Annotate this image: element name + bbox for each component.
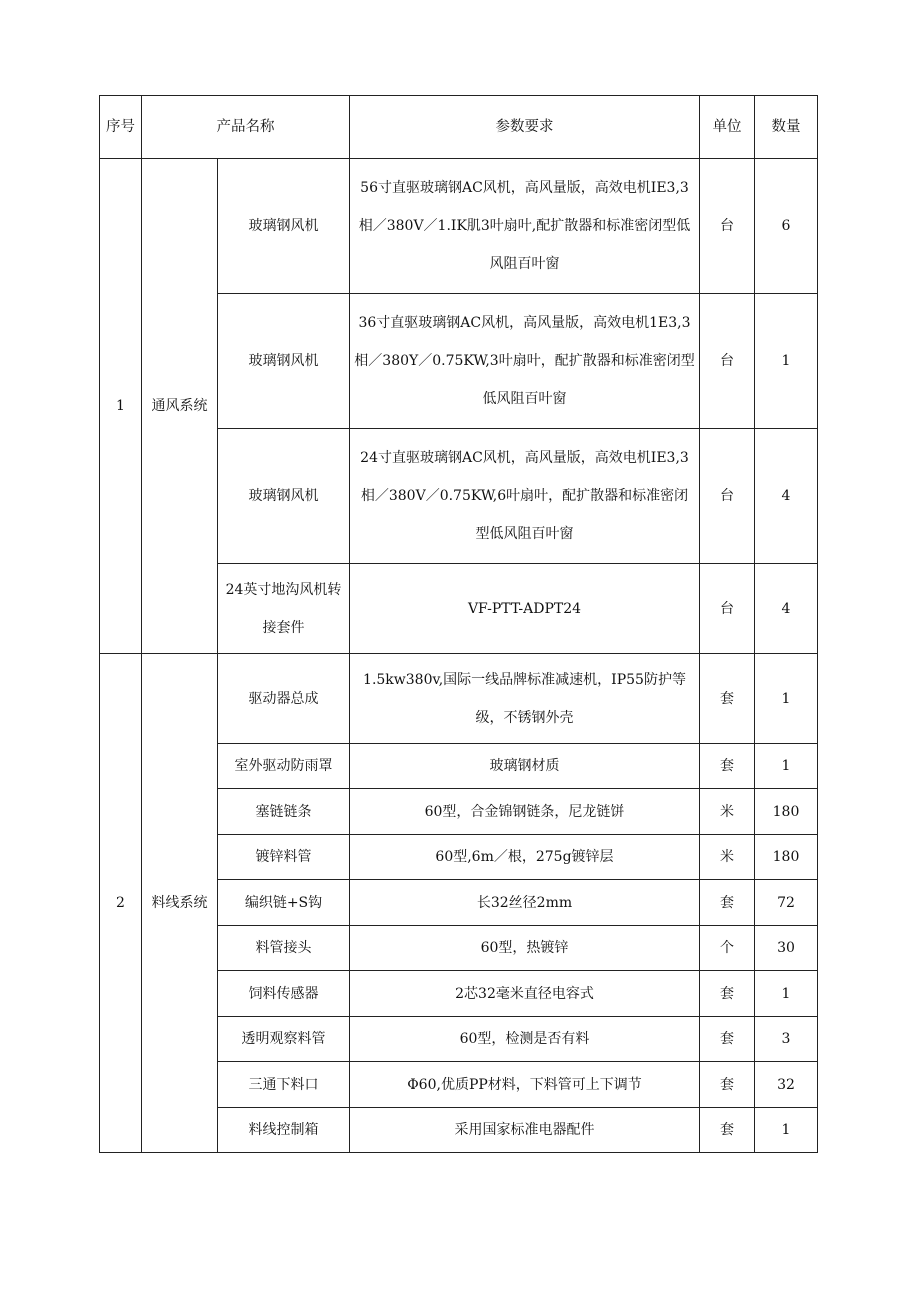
item-qty: 1: [755, 1108, 818, 1153]
item-name: 三通下料口: [218, 1062, 350, 1108]
item-params: 1.5kw380v,国际一线品牌标准减速机，IP55防护等级，不锈钢外壳: [350, 654, 700, 744]
item-name: 编织链+S钩: [218, 880, 350, 926]
item-params: 60型，热镀锌: [350, 926, 700, 971]
item-name: 透明观察料管: [218, 1017, 350, 1062]
item-name: 室外驱动防雨罩: [218, 744, 350, 789]
item-unit: 台: [700, 429, 755, 564]
item-name: 驱动器总成: [218, 654, 350, 744]
item-unit: 套: [700, 1017, 755, 1062]
item-name: 玻璃钢风机: [218, 294, 350, 429]
item-qty: 1: [755, 971, 818, 1017]
item-params: 长32丝径2mm: [350, 880, 700, 926]
item-qty: 6: [755, 159, 818, 294]
item-qty: 180: [755, 835, 818, 880]
item-unit: 台: [700, 294, 755, 429]
item-unit: 套: [700, 1108, 755, 1153]
item-params: 24寸直驱玻璃钢AC风机，高风量版，高效电机IE3,3相／380V／0.75KW,6叶扇叶，配扩散器和标准密闭型低风阻百叶窗: [350, 429, 700, 564]
header-qty: 数量: [755, 96, 818, 159]
table-row: [100, 654, 818, 744]
group-seq: 1: [100, 159, 142, 654]
item-name: 料管接头: [218, 926, 350, 971]
item-unit: 米: [700, 789, 755, 835]
item-qty: 72: [755, 880, 818, 926]
item-unit: 台: [700, 159, 755, 294]
header-unit: 单位: [700, 96, 755, 159]
item-unit: 米: [700, 835, 755, 880]
item-name: 玻璃钢风机: [218, 429, 350, 564]
item-name: 玻璃钢风机: [218, 159, 350, 294]
item-unit: 套: [700, 744, 755, 789]
item-name: 24英寸地沟风机转接套件: [218, 564, 350, 654]
item-qty: 4: [755, 429, 818, 564]
item-qty: 1: [755, 294, 818, 429]
item-qty: 1: [755, 654, 818, 744]
item-params: 60型，检测是否有料: [350, 1017, 700, 1062]
item-name: 塞链链条: [218, 789, 350, 835]
item-unit: 套: [700, 1062, 755, 1108]
item-name: 镀锌料管: [218, 835, 350, 880]
item-params: VF-PTT-ADPT24: [350, 564, 700, 654]
item-params: 60型,6m／根，275g镀锌层: [350, 835, 700, 880]
table-row: [100, 159, 818, 294]
item-qty: 30: [755, 926, 818, 971]
item-unit: 个: [700, 926, 755, 971]
item-params: Φ60,优质PP材料，下料管可上下调节: [350, 1062, 700, 1108]
item-params: 56寸直驱玻璃钢AC风机，高风量版，高效电机IE3,3相／380V／1.IK肌3叶扇叶,配扩散器和标准密闭型低风阻百叶窗: [350, 159, 700, 294]
item-unit: 套: [700, 880, 755, 926]
item-params: 玻璃钢材质: [350, 744, 700, 789]
item-qty: 3: [755, 1017, 818, 1062]
item-qty: 4: [755, 564, 818, 654]
item-params: 采用国家标准电器配件: [350, 1108, 700, 1153]
group-seq: 2: [100, 654, 142, 1153]
item-unit: 套: [700, 971, 755, 1017]
header-params: 参数要求: [350, 96, 700, 159]
item-name: 料线控制箱: [218, 1108, 350, 1153]
header-row: [100, 96, 818, 159]
header-product-name: 产品名称: [142, 96, 350, 159]
item-qty: 1: [755, 744, 818, 789]
item-qty: 32: [755, 1062, 818, 1108]
group-name: 料线系统: [142, 654, 218, 1153]
item-unit: 套: [700, 654, 755, 744]
equipment-spec-table: [99, 95, 818, 1153]
item-params: 36寸直驱玻璃钢AC风机，高风量版，高效电机1E3,3相／380Y／0.75KW,3叶扇叶，配扩散器和标准密闭型低风阻百叶窗: [350, 294, 700, 429]
group-name: 通风系统: [142, 159, 218, 654]
item-params: 60型，合金锦钢链条，尼龙链饼: [350, 789, 700, 835]
item-params: 2芯32毫米直径电容式: [350, 971, 700, 1017]
item-unit: 台: [700, 564, 755, 654]
item-qty: 180: [755, 789, 818, 835]
header-seq: 序号: [100, 96, 142, 159]
item-name: 饲料传感器: [218, 971, 350, 1017]
